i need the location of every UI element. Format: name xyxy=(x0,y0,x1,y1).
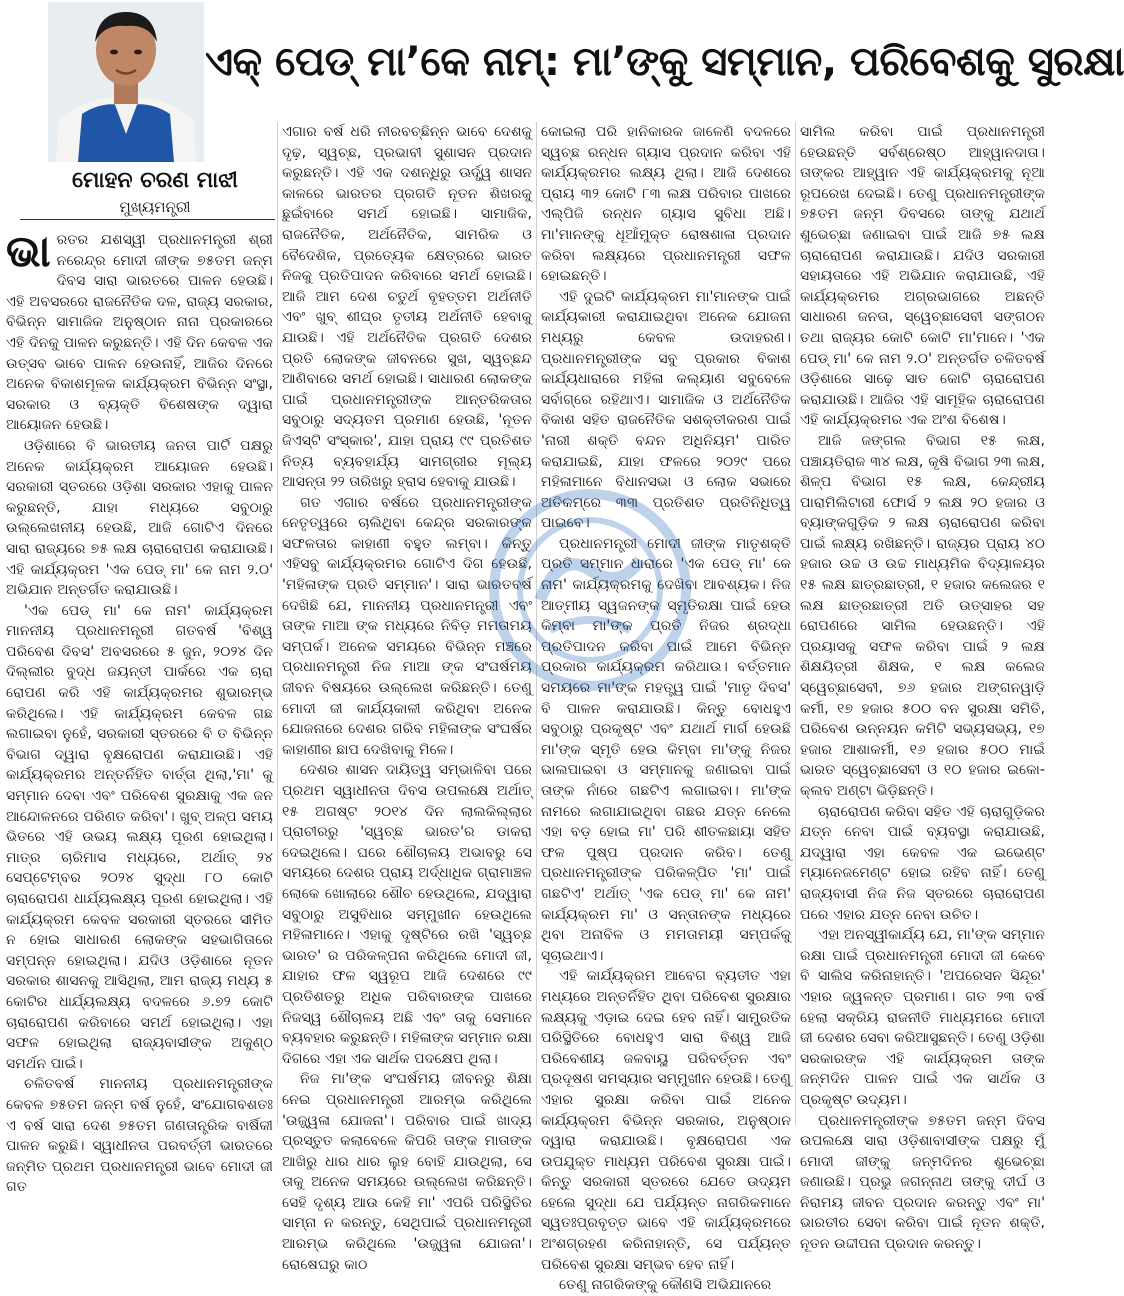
article-paragraph: ଚଳିତବର୍ଷ ମାନନୀୟ ପ୍ରଧାନମନ୍ତ୍ରୀଙ୍କ କେବଳ ୭୫ତମ ଜନ୍ମ ବର୍ଷ ନୁହେଁ, ସଂଯୋଗବଶତଃ ଏ ବର୍ଷ ସାରା ଦେଶ ୭୫ତମ ଗଣତାନ୍ତ୍ରିକ ବାର୍ଷିକୀ ପାଳନ କରୁଛି। ସ୍ୱାଧୀନତା ପରବର୍ତ୍ତୀ ଭାରତରେ ଜନ୍ମିତ ପ୍ରଥମ ପ୍ରଧାନମନ୍ତ୍ରୀ ଭାବେ ମୋଦୀ ଜୀ ଗତ xyxy=(6,1076,273,1196)
page-headline: ଏକ୍ ପେଡ୍ ମା’କେ ନାମ୍: ମା’ଙ୍କୁ ସମ୍ମାନ, ପରିବେଶକୁ ସୁରକ୍ଷା xyxy=(205,39,1124,85)
article-paragraph: ପ୍ରଧାନମନ୍ତ୍ରୀ ମୋଦୀ ଜୀଙ୍କ ମାତୃଶକ୍ତି ପ୍ରତି ସମ୍ମାନ ଧାରାରେ 'ଏକ ପେଡ୍ ମା' କେ ନାମ' କାର୍ଯ୍ୟକ୍ରମକୁ ଦେଖିବା ଆବଶ୍ୟକ। ନିଜ ଆତ୍ମୀୟ ସ୍ୱଜନଙ୍କ ସ୍ମୃତିରକ୍ଷା ପାଇଁ ହେଉ କିମ୍ବା ମା'ଙ୍କ ପ୍ରତି ନିଜର ଶ୍ରଦ୍ଧା ପ୍ରତିପାଦନ କରିବା ପାଇଁ ଆମେ ବିଭିନ୍ନ ପ୍ରକାର କାର୍ଯ୍ୟକ୍ରମ କରିଥାଉ। ବର୍ତ୍ତମାନ ସମୟରେ ମା'ଙ୍କ ମହତ୍ତ୍ୱ ପାଇଁ 'ମାତୃ ଦିବସ' ବି ପାଳନ କରାଯାଉଛି। କିନ୍ତୁ ବୋଧହୁଏ ସବୁଠାରୁ ପ୍ରକୃଷ୍ଟ ଏବଂ ଯଥାର୍ଥ ମାର୍ଗ ହେଉଛି ମା'ଙ୍କ ସ୍ମୃତି ହେଉ କିମ୍ବା ମା'ଙ୍କୁ ନିଜର ଭାଲପାଇବା ଓ ସମ୍ମାନକୁ ଜଣାଇବା ପାଇଁ ତାଙ୍କ ନାଁରେ ଗଛଟିଏ ଲଗାଇବା। ମା'ଙ୍କ ନାମରେ ଲଗାଯାଇଥିବା ଗଛର ଯତ୍ନ ନେଲେ ଏହା ବଡ଼ ହୋଇ ମା' ପରି ଶୀତଳଛାୟା ସହିତ ଫଳ ପୁଷ୍ପ ପ୍ରଦାନ କରିବ। ତେଣୁ ପ୍ରଧାନମନ୍ତ୍ରୀଙ୍କ ପରିକଳ୍ପିତ 'ମା' ପାଇଁ ଗଛଟିଏ' ଅର୍ଥାତ୍ 'ଏକ ପେଡ୍ ମା' କେ ନାମ' କାର୍ଯ୍ୟକ୍ରମ ମା' ଓ ସନ୍ତାନଙ୍କ ମଧ୍ୟରେ ଥିବା ଅନାବିଳ ଓ ମମତାମୟୀ ସମ୍ପର୍କକୁ ସୂଚାଇଥାଏ। xyxy=(541,535,791,964)
article-paragraph: ଚାରାରୋପଣ କରିବା ସହିତ ଏହି ଚାରାଗୁଡ଼ିକର ଯତ୍ନ ନେବା ପାଇଁ ବ୍ୟବସ୍ଥା କରାଯାଉଛି, ଯଦ୍ୱାରା ଏହା କେବଳ ଏକ ଇଭେଣ୍ଟ ମ୍ୟାନେଜମେଣ୍ଟ ହୋଇ ରହିବ ନାହିଁ। ତେଣୁ ରାଜ୍ୟବାସୀ ନିଜ ନିଜ ସ୍ତରରେ ଚାରାରୋପଣ ପରେ ଏହାର ଯତ୍ନ ନେବା ଉଚିତ। xyxy=(800,803,1045,923)
article-paragraph: ଏଗାର ବର୍ଷ ଧରି ନୀରବଚ୍ଛିନ୍ନ ଭାବେ ଦେଶକୁ ଦୃଢ଼, ସ୍ୱଚ୍ଛ, ପ୍ରଭାବୀ ସୁଶାସନ ପ୍ରଦାନ କରୁଛନ୍ତି। ଏହି ଏକ ଦଶନ୍ଧିରୁ ଊର୍ଦ୍ଧ୍ୱ ଶାସନ କାଳରେ ଭାରତର ପ୍ରଗତି ନୂତନ ଶିଖରକୁ ଛୁଇଁବାରେ ସମର୍ଥ ହୋଇଛି। ସାମାଜିକ, ରାଜନୈତିକ, ଅର୍ଥନୈତିକ, ସାମରିକ ଓ ବୈଦେଶିକ, ପ୍ରତ୍ୟେକ କ୍ଷେତ୍ରରେ ଭାରତ ନିଜକୁ ପ୍ରତିପାଦନ କରିବାରେ ସମର୍ଥ ହୋଇଛି। ଆଜି ଆମ ଦେଶ ଚତୁର୍ଥ ବୃହତ୍ତମ ଅର୍ଥନୀତି ଏବଂ ଖୁବ୍ ଶୀଘ୍ର ତୃତୀୟ ଅର୍ଥନୀତି ହେବାକୁ ଯାଉଛି। ଏହି ଅର୍ଥନୈତିକ ପ୍ରଗତି ଦେଶର ପ୍ରତି ଲୋକଙ୍କ ଜୀବନରେ ସୁଖ, ସ୍ୱଚ୍ଛନ୍ଦ ଆଣିବାରେ ସମର୍ଥ ହୋଇଛି। ସାଧାରଣ ଲୋକଙ୍କ ପାଇଁ ପ୍ରଧାନମନ୍ତ୍ରୀଙ୍କ ଆନ୍ତରିକତାର ସବୁଠାରୁ ସଦ୍ୟତମ ପ୍ରମାଣ ହେଉଛି, 'ନୂତନ ଜିଏସ୍‌ଟି ସଂସ୍କାର', ଯାହା ପ୍ରାୟ ୯୯ ପ୍ରତିଶତ ନିତ୍ୟ ବ୍ୟବହାର୍ଯ୍ୟ ସାମଗ୍ରୀର ମୂଲ୍ୟ ଆସନ୍ତା ୨୨ ତାରିଖରୁ ହ୍ରାସ ହେବାକୁ ଯାଉଛି। xyxy=(282,124,532,491)
article-paragraph: ଏହି ଦୁଇଟି କାର୍ଯ୍ୟକ୍ରମ ମା'ମାନଙ୍କ ପାଇଁ କାର୍ଯ୍ୟକାରୀ କରାଯାଇଥିବା ଅନେକ ଯୋଜନା ମଧ୍ୟରୁ କେବଳ ଉଦାହରଣ। ପ୍ରଧାନମନ୍ତ୍ରୀଙ୍କ ସବୁ ପ୍ରକାର ବିକାଶ କାର୍ଯ୍ୟଧାରାରେ ମହିଳା କଲ୍ୟାଣ ସବୁବେଳେ ସର୍ବାଗ୍ରେ ରହିଥାଏ। ସାମାଜିକ ଓ ଅର୍ଥନୈତିକ ବିକାଶ ସହିତ ରାଜନୈତିକ ସଶକ୍ତୀକରଣ ପାଇଁ 'ନାରୀ ଶକ୍ତି ବନ୍ଦନ ଅଧିନିୟମ' ପାରିତ କରାଯାଇଛି, ଯାହା ଫଳରେ ୨୦୨୯ ପରେ ମହିଳାମାନେ ବିଧାନସଭା ଓ ଲୋକ ସଭାରେ ଅତିକମ୍‌ରେ ୩୩ ପ୍ରତିଶତ ପ୍ରତିନିଧିତ୍ୱ ପାଇବେ। xyxy=(541,288,791,532)
article-paragraph: ଦେଶର ଶାସନ ଦାୟିତ୍ୱ ସମ୍ଭାଳିବା ପରେ ପ୍ରଥମ ସ୍ୱାଧୀନତା ଦିବସ ଉପଲକ୍ଷେ ଅର୍ଥାତ୍ ୧୫ ଅଗଷ୍ଟ ୨୦୧୪ ଦିନ ଲାଲକିଲ୍ଲାର ପ୍ରାଚୀରରୁ 'ସ୍ୱଚ୍ଛ ଭାରତ'ର ଡାକରା ଦେଇଥିଲେ। ଘରେ ଶୌଚାଳୟ ଅଭାବରୁ ସେ ସମୟରେ ଦେଶର ପ୍ରାୟ ଅର୍ଦ୍ଧାଧିକ ଗ୍ରାମାଞ୍ଚଳ ଲୋକେ ଖୋଲାରେ ଶୌଚ ହେଉଥିଲେ, ଯଦ୍ୱାରା ସବୁଠାରୁ ଅସୁବିଧାର ସମ୍ମୁଖୀନ ହେଉଥିଲେ ମହିଳାମାନେ। ଏହାକୁ ଦୃଷ୍ଟିରେ ରଖି 'ସ୍ୱଚ୍ଛ ଭାରତ' ର ପରିକଳ୍ପନା କରିଥିଲେ ମୋଦୀ ଜୀ, ଯାହାର ଫଳ ସ୍ୱରୂପ ଆଜି ଦେଶରେ ୯୯ ପ୍ରତିଶତରୁ ଅଧିକ ପରିବାରଙ୍କ ପାଖରେ ନିଜସ୍ୱ ଶୌଚାଳୟ ଅଛି ଏବଂ ତାକୁ ସେମାନେ ବ୍ୟବହାର କରୁଛନ୍ତି। ମହିଳାଙ୍କ ସମ୍ମାନ ରକ୍ଷା ଦିଗରେ ଏହା ଏକ ସାର୍ଥକ ପଦକ୍ଷେପ ଥିଲା। xyxy=(282,762,532,1067)
article-paragraph: ଭାରତର ଯଶସ୍ୱୀ ପ୍ରଧାନମନ୍ତ୍ରୀ ଶ୍ରୀ ନରେନ୍ଦ୍ର ମୋଦୀ ଜୀଙ୍କ ୭୫ତମ ଜନ୍ମ ଦିବସ ସାରା ଭାରତରେ ପାଳନ ହେଉଛି। ଏହି ଅବସରରେ ରାଜନୈତିକ ଦଳ, ରାଜ୍ୟ ସରକାର, ବିଭିନ୍ନ ସାମାଜିକ ଅନୁଷ୍ଠାନ ନାନା ପ୍ରକାରରେ ଏହି ଦିନକୁ ପାଳନ କରୁଛନ୍ତି। ଏହି ଦିନ କେବଳ ଏକ ଉତ୍ସବ ଭାବେ ପାଳନ ହେଉନାହିଁ, ଆଜିର ଦିନରେ ଅନେକ ବିକାଶମୂଳକ କାର୍ଯ୍ୟକ୍ରମ ବିଭିନ୍ନ ସଂସ୍ଥା, ସରକାର ଓ ବ୍ୟକ୍ତି ବିଶେଷଙ୍କ ଦ୍ୱାରା ଆୟୋଜନ ହେଉଛି। xyxy=(6,226,273,434)
column-divider xyxy=(277,122,278,1125)
article-paragraph: ଆଜି ଜଙ୍ଗଲ ବିଭାଗ ୧୫ ଲକ୍ଷ, ପଞ୍ଚାୟତିରାଜ ୩୪ ଲକ୍ଷ, କୃଷି ବିଭାଗ ୨୩ ଲକ୍ଷ, ଶିଳ୍ପ ବିଭାଗ ୧୫ ଲକ୍ଷ, କେନ୍ଦ୍ରୀୟ ପାରାମିଲିଟାରୀ ଫୋର୍ସ ୨ ଲକ୍ଷ ୨୦ ହଜାର ଓ ବ୍ୟାଙ୍କଗୁଡ଼ିକ ୨ ଲକ୍ଷ ଚାରାରୋପଣ କରିବା ପାଇଁ ଲକ୍ଷ୍ୟ ରଖିଛନ୍ତି। ରାଜ୍ୟର ପ୍ରାୟ ୪୦ ହଜାର ଉଚ୍ଚ ଓ ଉଚ୍ଚ ମାଧ୍ୟମିକ ବିଦ୍ୟାଳୟର ୧୫ ଲକ୍ଷ ଛାତ୍ରଛାତ୍ରୀ, ୧ ହଜାର କଲେଜର ୧ ଲକ୍ଷ ଛାତ୍ରଛାତ୍ରୀ ଅତି ଉତ୍ସାହର ସହ ରୋପଣରେ ସାମିଲ ହେଉଛନ୍ତି। ଏହି ପ୍ରୟାସକୁ ସଫଳ କରିବା ପାଇଁ ୨ ଲକ୍ଷ ଶିକ୍ଷୟିତ୍ରୀ ଶିକ୍ଷକ, ୧ ଲକ୍ଷ କଲେଜ ସ୍ୱେଚ୍ଛାସେବୀ, ୭୬ ହଜାର ଅଙ୍ଗନୱାଡ଼ି କର୍ମୀ, ୧୭ ହଜାର ୫୦୦ ବନ ସୁରକ୍ଷା ସମିତି, ପରିବେଶ ଉନ୍ନୟନ କମିଟି ସଭ୍ୟସଭ୍ୟ, ୧୭ ହଜାର ଆଶାକର୍ମୀ, ୧୬ ହଜାର ୫୦୦ ମାଇଁ ଭାରତ ସ୍ୱେଚ୍ଛାସେବୀ ଓ ୧୦ ହଜାର ଇକୋ-କ୍ଲବ ଅଣ୍ଟା ଭିଡ଼ିଛନ୍ତି। xyxy=(800,432,1045,799)
drop-cap: ଭା xyxy=(6,226,51,277)
article-paragraph: ସାମିଲ କରିବା ପାଇଁ ପ୍ରଧାନମନ୍ତ୍ରୀ ହେଉଛନ୍ତି ସର୍ବଶ୍ରେଷ୍ଠ ଆହ୍ୱାନଦାତା। ତାଙ୍କର ଆହ୍ୱାନ ଏହି କାର୍ଯ୍ୟକ୍ରମକୁ ନୂଆ ରୂପରେଖ ଦେଇଛି। ତେଣୁ ପ୍ରଧାନମନ୍ତ୍ରୀଙ୍କ ୭୫ତମ ଜନ୍ମ ଦିବସରେ ତାଙ୍କୁ ଯଥାର୍ଥ ଶୁଭେଚ୍ଛା ଜଣାଇବା ପାଇଁ ଆଜି ୭୫ ଲକ୍ଷ ଚାରାରୋପଣ କରାଯାଉଛି। ଯଦିଓ ସରକାରୀ ସହାୟତାରେ ଏହି ଅଭିଯାନ କରାଯାଉଛି, ଏହି କାର୍ଯ୍ୟକ୍ରମର ଅଗ୍ରଭାଗରେ ଅଛନ୍ତି ସାଧାରଣ ଜନତା, ସ୍ୱେଚ୍ଛାସେବୀ ସଙ୍ଗଠନ ତଥା ରାଜ୍ୟର କୋଟି କୋଟି ମା'ମାନେ। 'ଏକ ପେଡ୍ ମା' କେ ନାମ ୨.୦' ଅନ୍ତର୍ଗତ ଚଳିତବର୍ଷ ଓଡ଼ିଶାରେ ସାଢ଼େ ସାତ କୋଟି ଚାରାରୋପଣ କରାଯାଉଛି। ଆଜିର ଏହି ସାମୂହିକ ଚାରାରୋପଣ ଏହି କାର୍ଯ୍ୟକ୍ରମର ଏକ ଅଂଶ ବିଶେଷ। xyxy=(800,124,1045,429)
column-divider xyxy=(795,122,796,1125)
article-paragraph: କୋଇଲା ପରି ହାନିକାରକ ଜାଳେଣି ବଦଳରେ ସ୍ୱଚ୍ଛ ରନ୍ଧନ ଗ୍ୟାସ ପ୍ରଦାନ କରିବା ଏହି କାର୍ଯ୍ୟକ୍ରମର ଲକ୍ଷ୍ୟ ଥିଲା। ଆଜି ଦେଶରେ ପ୍ରାୟ ୩୨ କୋଟି ୮୩ ଲକ୍ଷ ପରିବାର ପାଖରେ ଏଲ୍‌ପିଜି ରନ୍ଧନ ଗ୍ୟାସ ସୁବିଧା ଅଛି। ମା'ମାନଙ୍କୁ ଧୂଆଁମୁକ୍ତ ରୋଷଶାଳା ପ୍ରଦାନ କରିବା ଲକ୍ଷ୍ୟରେ ପ୍ରଧାନମନ୍ତ୍ରୀ ସଫଳ ହୋଇଛନ୍ତି। xyxy=(541,124,791,285)
article-paragraph: ଓଡ଼ିଶାରେ ବି ଭାରତୀୟ ଜନତା ପାର୍ଟି ପକ୍ଷରୁ ଅନେକ କାର୍ଯ୍ୟକ୍ରମ ଆୟୋଜନ ହେଉଛି। ସରକାରୀ ସ୍ତରରେ ଓଡ଼ିଶା ସରକାର ଏହାକୁ ପାଳନ କରୁଛନ୍ତି, ଯାହା ମଧ୍ୟରେ ସବୁଠାରୁ ଉଲ୍ଲେଖନୀୟ ହେଉଛି, ଆଜି ଗୋଟିଏ ଦିନରେ ସାରା ରାଜ୍ୟରେ ୭୫ ଲକ୍ଷ ଚାରାରୋପଣ କରାଯାଉଛି। ଏହି କାର୍ଯ୍ୟକ୍ରମ 'ଏକ ପେଡ୍ ମା' କେ ନାମ ୨.୦' ଅଭିଯାନ ଅନ୍ତର୍ଗତ କରାଯାଉଛି। xyxy=(6,437,273,599)
article-paragraph: ପ୍ରଧାନମନ୍ତ୍ରୀଙ୍କ ୭୫ତମ ଜନ୍ମ ଦିବସ ଉପଲକ୍ଷେ ସାରା ଓଡ଼ିଶାବାସୀଙ୍କ ପକ୍ଷରୁ ମୁଁ ମୋଦୀ ଜୀଙ୍କୁ ଜନ୍ମଦିନର ଶୁଭେଚ୍ଛା ଜଣାଉଛି। ପ୍ରଭୁ ଜଗନ୍ନାଥ ତାଙ୍କୁ ଦୀର୍ଘ ଓ ନିରାମୟ ଜୀବନ ପ୍ରଦାନ କରନ୍ତୁ ଏବଂ ମା' ଭାରତୀର ସେବା କରିବା ପାଇଁ ନୂତନ ଶକ୍ତି, ନୂତନ ଉଦ୍ଦୀପନା ପ୍ରଦାନ କରନ୍ତୁ। xyxy=(800,1112,1045,1253)
article-column-3 xyxy=(541,122,791,1294)
article-paragraph: ଏହି କାର୍ଯ୍ୟକ୍ରମ ଆବେଗ ବ୍ୟତୀତ ଏହା ମଧ୍ୟରେ ଅନ୍ତର୍ନିହିତ ଥିବା ପରିବେଶ ସୁରକ୍ଷାର ଲକ୍ଷ୍ୟକୁ ଏଡ଼ାଇ ଦେଇ ହେବ ନାହିଁ। ସାମ୍ପ୍ରତିକ ପରିସ୍ଥିତିରେ ବୋଧହୁଏ ସାରା ବିଶ୍ୱ ଆଜି ପରିବେଶୀୟ ଜଳବାୟୁ ପରିବର୍ତ୍ତନ ଏବଂ ପ୍ରଦୂଷଣ ସମସ୍ୟାର ସମ୍ମୁଖୀନ ହେଉଛି। ତେଣୁ ଏହାର ସୁରକ୍ଷା କରିବା ପାଇଁ ଅନେକ କାର୍ଯ୍ୟକ୍ରମ ବିଭିନ୍ନ ସରକାର, ଅନୁଷ୍ଠାନ ଦ୍ୱାରା କରାଯାଉଛି। ବୃକ୍ଷରୋପଣ ଏକ ଉପଯୁକ୍ତ ମାଧ୍ୟମ ପରିବେଶ ସୁରକ୍ଷା ପାଇଁ। କିନ୍ତୁ ସରକାରୀ ସ୍ତରରେ ଯେତେ ଉଦ୍ୟମ ହେଲେ ସୁଦ୍ଧା ଯେ ପର୍ଯ୍ୟନ୍ତ ନାଗରିକମାନେ ସ୍ୱତଃପ୍ରବୃତ୍ତ ଭାବେ ଏହି କାର୍ଯ୍ୟକ୍ରମରେ ଅଂଶଗ୍ରହଣ କରିନାହାନ୍ତି, ସେ ପର୍ଯ୍ୟନ୍ତ ପରିବେଶ ସୁରକ୍ଷା ସମ୍ଭବ ହେବ ନାହିଁ। xyxy=(541,968,791,1273)
article-paragraph: ନିଜ ମା'ଙ୍କ ସଂଘର୍ଷମୟ ଜୀବନରୁ ଶିକ୍ଷା ନେଇ ପ୍ରଧାନମନ୍ତ୍ରୀ ଆରମ୍ଭ କରିଥିଲେ 'ଉଜ୍ଜ୍ୱଳା ଯୋଜନା'। ପରିବାର ପାଇଁ ଖାଦ୍ୟ ପ୍ରସ୍ତୁତ କଲାବେଳେ କିପରି ତାଙ୍କ ମାତାଙ୍କ ଆଖିରୁ ଧାର ଧାର ଲୁହ ବୋହି ଯାଉଥିଲା, ସେ ତାକୁ ଅନେକ ସମୟରେ ଉଲ୍ଲେଖ କରିଛନ୍ତି। ସେହି ଦୃଶ୍ୟ ଆଉ କେହି ମା' ଏପରି ପରିସ୍ଥିତିର ସାମ୍ନା ନ କରନ୍ତୁ, ସେଥିପାଇଁ ପ୍ରଧାନମନ୍ତ୍ରୀ ଆରମ୍ଭ କରିଥିଲେ 'ଉଜ୍ଜ୍ୱଳା ଯୋଜନା'। ରୋଷେଘରୁ କାଠ xyxy=(282,1071,532,1273)
article-paragraph: ତେଣୁ ନାଗରିକଙ୍କୁ କୌଣସି ଅଭିଯାନରେ xyxy=(559,1277,772,1294)
article-column-2 xyxy=(282,122,532,1273)
author-portrait xyxy=(48,2,204,162)
article-paragraph: ଗତ ଏଗାର ବର୍ଷରେ ପ୍ରଧାନମନ୍ତ୍ରୀଙ୍କ ନେତୃତ୍ୱରେ ଚାଲିଥିବା କେନ୍ଦ୍ର ସରକାରଙ୍କ ସଫଳତାର କାହାଣୀ ବହୁତ ଲମ୍ବା। କିନ୍ତୁ ଏହିସବୁ କାର୍ଯ୍ୟକ୍ରମର ଗୋଟିଏ ଦିଗ ହେଉଛି, 'ମହିଳାଙ୍କ ପ୍ରତି ସମ୍ମାନ'। ସାରା ଭାରତବର୍ଷ ଦେଖିଛି ଯେ, ମାନନୀୟ ପ୍ରଧାନମନ୍ତ୍ରୀ ଏବଂ ତାଙ୍କ ମାଆ ଙ୍କ ମଧ୍ୟରେ ନିବିଡ଼ ମମତାମୟ ସମ୍ପର୍କ। ଅନେକ ସମୟରେ ବିଭିନ୍ନ ମଞ୍ଚରେ ପ୍ରଧାନମନ୍ତ୍ରୀ ନିଜ ମାଆ ଙ୍କ ସଂଘର୍ଷମୟ ଜୀବନ ବିଷୟରେ ଉଲ୍ଲେଖ କରିଛନ୍ତି। ତେଣୁ ମୋଦୀ ଜୀ କାର୍ଯ୍ୟକାଳୀ କରିଥିବା ଅନେକ ଯୋଜନାରେ ଦେଶର ଗରିବ ମହିଳାଙ୍କ ସଂଘର୍ଷର କାହାଣୀର ଛାପ ଦେଖିବାକୁ ମିଳେ। xyxy=(282,494,532,758)
column-divider xyxy=(536,122,537,1125)
author-photo-illustration xyxy=(48,2,204,162)
author-role: ମୁଖ୍ୟମନ୍ତ୍ରୀ xyxy=(119,198,191,216)
article-paragraph: ଏହା ଅନସ୍ୱୀକାର୍ଯ୍ୟ ଯେ, ମା'ଙ୍କ ସମ୍ମାନ ରକ୍ଷା ପାଇଁ ପ୍ରଧାନମନ୍ତ୍ରୀ ମୋଦୀ ଜୀ କେବେ ବି ସାଲିସ କରିନାହାନ୍ତି। 'ଅପରେସନ ସିନ୍ଦୂର' ଏହାର ଜ୍ୱଳନ୍ତ ପ୍ରମାଣ। ଗତ ୨୩ ବର୍ଷ ହେଲା ସକ୍ରିୟ ରାଜନୀତି ମାଧ୍ୟମରେ ମୋଦୀ ଜୀ ଦେଶର ସେବା କରିଆସୁଛନ୍ତି। ତେଣୁ ଓଡ଼ିଶା ସରକାରଙ୍କ ଏହି କାର୍ଯ୍ୟକ୍ରମ ତାଙ୍କ ଜନ୍ମଦିନ ପାଳନ ପାଇଁ ଏକ ସାର୍ଥକ ଓ ପ୍ରକୃଷ୍ଟ ଉଦ୍ୟମ। xyxy=(800,927,1045,1108)
article-paragraph: 'ଏକ ପେଡ୍ ମା' କେ ନାମ' କାର୍ଯ୍ୟକ୍ରମ ମାନନୀୟ ପ୍ରଧାନମନ୍ତ୍ରୀ ଗତବର୍ଷ 'ବିଶ୍ୱ ପରିବେଶ ଦିବସ' ଅବସରରେ ୫ ଜୁନ, ୨୦୨୪ ଦିନ ଦିଲ୍ଲୀର ବୁଦ୍ଧ ଜୟନ୍ତୀ ପାର୍କରେ ଏକ ଚାରା ରୋପଣ କରି ଏହି କାର୍ଯ୍ୟକ୍ରମର ଶୁଭାରମ୍ଭ କରିଥିଲେ। ଏହି କାର୍ଯ୍ୟକ୍ରମ କେବଳ ଗଛ ଲଗାଇବା ନୁହେଁ, ସରକାରୀ ସ୍ତରରେ ବି ତ ବିଭିନ୍ନ ବିଭାଗ ଦ୍ୱାରା ବୃକ୍ଷରୋପଣ କରାଯାଉଛି। ଏହି କାର୍ଯ୍ୟକ୍ରମର ଅନ୍ତର୍ନିହିତ ବାର୍ତ୍ତା ଥିଲା,'ମା' କୁ ସମ୍ମାନ ଦେବା ଏବଂ ପରିବେଶ ସୁରକ୍ଷାକୁ ଏକ ଜନ ଆନ୍ଦୋଳନରେ ପରିଣତ କରିବା'। ଖୁବ୍ ଅଳ୍ପ ସମୟ ଭିତରେ ଏହି ଉଭୟ ଲକ୍ଷ୍ୟ ପୂରଣ ହୋଇଥିଲା। ମାତ୍ର ଚାରିମାସ ମଧ୍ୟରେ, ଅର୍ଥାତ୍ ୨୪ ସେପ୍ଟେମ୍ବର ୨୦୨୪ ସୁଦ୍ଧା ୮୦ କୋଟି ଚାରାରୋପଣ ଧାର୍ଯ୍ୟଲକ୍ଷ୍ୟ ପୂରଣ ହୋଇଥିଲା। ଏହି କାର୍ଯ୍ୟକ୍ରମ କେବଳ ସରକାରୀ ସ୍ତରରେ ସୀମିତ ନ ହୋଇ ସାଧାରଣ ଲୋକଙ୍କ ସହଭାଗିତାରେ ସମ୍ପନ୍ନ ହୋଇଥିଲା। ଯଦିଓ ଓଡ଼ିଶାରେ ନୂତନ ସରକାର ଶାସନକୁ ଆସିଥିଲା, ଆମ ରାଜ୍ୟ ମଧ୍ୟ ୫ କୋଟିର ଧାର୍ଯ୍ୟଲକ୍ଷ୍ୟ ବଦଳରେ ୬.୭୨ କୋଟି ଚାରାରୋପଣ କରିବାରେ ସମର୍ଥ ହୋଇଥିଲା। ଏହା ସଫଳ ହୋଇଥିଲା ରାଜ୍ୟବାସୀଙ୍କ ଅକୁଣ୍ଠ ସମର୍ଥନ ପାଇଁ। xyxy=(6,602,273,1072)
byline-divider xyxy=(20,219,275,220)
article-column-1 xyxy=(6,226,273,1196)
article-column-4 xyxy=(800,122,1045,1253)
author-name: ମୋହନ ଚରଣ ମାଝୀ xyxy=(72,168,238,193)
